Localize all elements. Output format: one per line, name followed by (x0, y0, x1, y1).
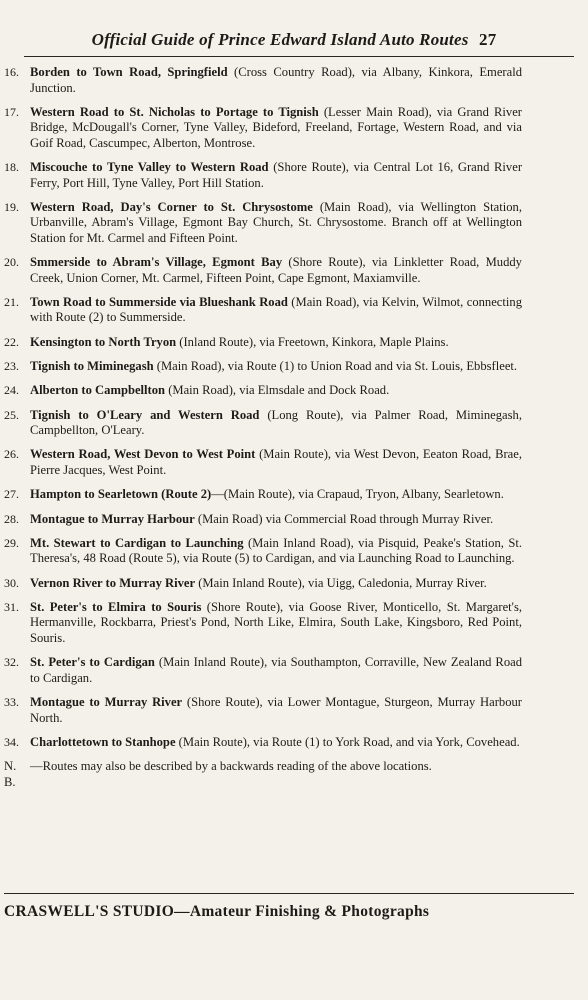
route-entry (4, 735, 522, 751)
route-title: Smmerside to Abram's Village, Egmont Bay (30, 255, 283, 270)
route-entry (4, 255, 522, 286)
route-description: (Main Road), via Kelvin, Wilmot, connecting with Route (2) to Summerside. (30, 294, 522, 325)
page-header (0, 30, 588, 50)
route-title: Charlottetown to Stanhope (30, 734, 176, 749)
route-number: 32. (4, 655, 19, 670)
route-description: (Long Route), via Palmer Road, Miminegash, Campbellton, O'Leary. (30, 407, 522, 438)
route-entry (4, 105, 522, 152)
route-description: (Main Road) via Commercial Road through Murray River. (194, 511, 494, 526)
route-list (4, 65, 523, 789)
route-description: (Cross Country Road), via Albany, Kinkora, Emerald Junction. (30, 65, 522, 95)
route-description: (Inland Route), via Freetown, Kinkora, Maple Plains. (176, 334, 449, 349)
note-text: —Routes may also be described by a backwards reading of the above locations. (30, 759, 432, 774)
route-number: 33. (4, 695, 19, 710)
route-description: (Lesser Main Road), via Grand River Bridge, McDougall's Corner, Tyne Valley, Bideford, Freeland, Fortage, Western Road, and via Goif Road, Cascumpec, Alberton, Montrose. (30, 104, 522, 150)
route-entry (4, 160, 522, 191)
route-number: 26. (4, 447, 19, 462)
route-description: (Main Road), via Route (1) to Union Road and via St. Louis, Ebbsfleet. (153, 359, 518, 374)
route-entry (4, 408, 522, 439)
route-title: Vernon River to Murray River (30, 575, 196, 590)
route-title: Montague to Murray Harbour (30, 511, 195, 526)
route-number: 19. (4, 199, 19, 214)
route-entry (4, 359, 522, 375)
route-description: (Shore Route), via Goose River, Monticello, St. Margaret's, Hermanville, Rockbarra, Priest's Pond, North Like, Elmira, South Lake, Kingsboro, Red Point, Souris. (30, 599, 522, 645)
route-entry (4, 335, 522, 351)
route-entry (4, 655, 522, 686)
route-title: Hampton to Searletown (Route 2) (30, 487, 212, 502)
route-number: 22. (4, 334, 19, 349)
route-title: Town Road to Summerside via Blueshank Road (30, 294, 288, 309)
route-number: 21. (4, 294, 19, 309)
route-number: 18. (4, 160, 19, 175)
route-description: (Main Inland Route), via Southampton, Corraville, New Zealand Road to Cardigan. (30, 655, 522, 685)
route-description: (Main Route), via West Devon, Eeaton Road, Brae, Pierre Jacques, West Point. (30, 447, 522, 477)
route-entry (4, 695, 522, 726)
route-description: (Shore Route), via Linkletter Road, Muddy Creek, Union Corner, Mt. Carmel, Fifteen Point, Cape Egmont, Maxiamville. (30, 255, 522, 285)
route-title: Mt. Stewart to Cardigan to Launching (30, 535, 244, 550)
page-title: Official Guide of Prince Edward Island Auto Routes (91, 30, 469, 49)
route-title: Tignish to O'Leary and Western Road (30, 407, 260, 422)
route-description: (Main Road), via Wellington Station, Urbanville, Abram's Village, Egmont Bay Church, St. Chrysostome. Branch off at Wellington Station for Mt. Carmel and Fifteen Point. (30, 199, 522, 245)
route-number: 20. (4, 255, 19, 270)
route-entry (4, 295, 522, 326)
route-number: 28. (4, 511, 19, 526)
route-number: 27. (4, 487, 19, 502)
route-number: 31. (4, 599, 19, 614)
footer-divider (4, 893, 574, 894)
route-title: Borden to Town Road, Springfield (30, 65, 228, 79)
route-entry (4, 512, 522, 528)
route-title: Montague to Murray River (30, 695, 183, 710)
route-entry (4, 200, 522, 247)
route-entry (4, 600, 522, 647)
route-number: 25. (4, 407, 19, 422)
header-divider (24, 56, 574, 57)
route-title: Miscouche to Tyne Valley to Western Road (30, 160, 269, 175)
route-entry (4, 65, 522, 96)
note-paragraph (4, 759, 522, 789)
route-title: St. Peter's to Elmira to Souris (30, 599, 202, 614)
route-entry (4, 576, 522, 592)
route-number: 34. (4, 734, 19, 749)
page-number: 27 (479, 30, 497, 49)
route-description: (Shore Route), via Lower Montague, Sturgeon, Murray Harbour North. (30, 695, 522, 725)
route-title: St. Peter's to Cardigan (30, 655, 155, 670)
route-number: 16. (4, 65, 19, 79)
route-entry (4, 447, 522, 478)
route-number: 24. (4, 383, 19, 398)
route-description: (Main Route), via Route (1) to York Road, and via York, Covehead. (175, 734, 520, 749)
route-number: 23. (4, 359, 19, 374)
route-title: Tignish to Miminegash (30, 359, 154, 374)
route-title: Western Road to St. Nicholas to Portage to Tignish (30, 104, 319, 119)
route-number: 17. (4, 104, 19, 119)
route-entry (4, 536, 522, 567)
route-description: (Shore Route), via Central Lot 16, Grand River Ferry, Port Hill, Tyne Valley, Port Hill Station. (30, 160, 523, 190)
footer-advertisement: CRASWELL'S STUDIO—Amateur Finishing & Photographs (4, 903, 430, 920)
route-entry (4, 487, 522, 503)
route-title: Alberton to Campbellton (30, 383, 166, 398)
route-description: (Main Inland Road), via Pisquid, Peake's Station, St. Theresa's, 48 Road (Route 5), via Route (5) to Cardigan, and via Launching Road to Launching. (30, 535, 522, 566)
route-number: 30. (4, 575, 19, 590)
route-description: (Main Road), via Elmsdale and Dock Road. (165, 383, 390, 398)
note-label: N. B. (4, 759, 17, 789)
route-description: (Main Inland Route), via Uigg, Caledonia, Murray River. (195, 575, 487, 590)
route-title: Western Road, West Devon to West Point (30, 447, 256, 462)
route-number: 29. (4, 535, 19, 550)
route-entry (4, 383, 522, 399)
route-title: Kensington to North Tryon (30, 334, 177, 349)
route-title: Western Road, Day's Corner to St. Chrysostome (30, 199, 313, 214)
route-description: —(Main Route), via Crapaud, Tryon, Albany, Searletown. (211, 487, 504, 502)
